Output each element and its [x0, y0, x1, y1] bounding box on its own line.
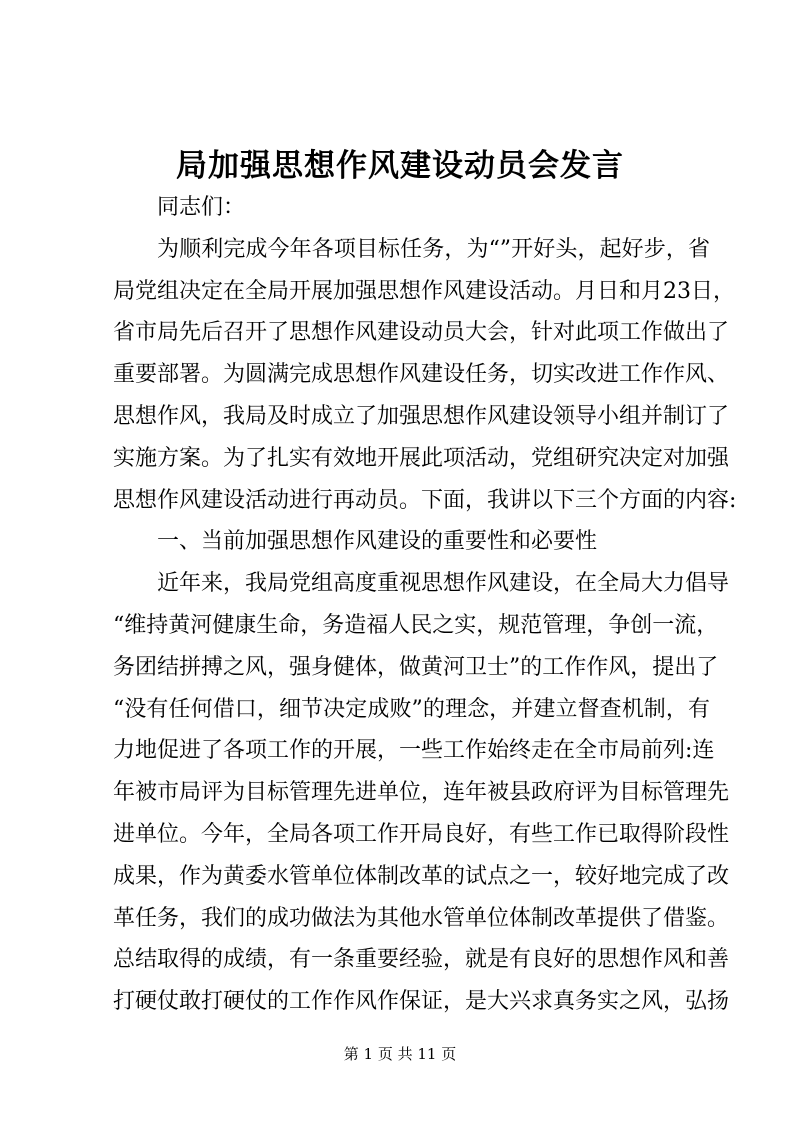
body-line: 省市局先后召开了思想作风建设动员大会，针对此项工作做出了	[113, 320, 730, 346]
body-line: 务团结拼搏之风，强身健体，做黄河卫士”的工作作风，提出了	[113, 654, 719, 680]
body-line: 近年来，我局党组高度重视思想作风建设，在全局大力倡导	[157, 571, 730, 597]
body-line: 为顺利完成今年各项目标任务，为“”开好头，起好步，省	[157, 236, 710, 262]
body-line: 总结取得的成绩，有一条重要经验，就是有良好的思想作风和善	[113, 947, 730, 973]
document-body	[113, 187, 737, 1023]
body-line: 局党组决定在全局开展加强思想作风建设活动。月日和月23日，	[113, 278, 735, 304]
salutation-line: 同志们：	[157, 195, 246, 220]
body-line: 成果，作为黄委水管单位体制改革的试点之一，较好地完成了改	[113, 863, 730, 889]
body-line: 思想作风，我局及时成立了加强思想作风建设领导小组并制订了	[113, 403, 730, 429]
body-line: “没有任何借口，细节决定成败”的理念，并建立督查机制，有	[113, 696, 710, 722]
page-number: 第 1 页 共 11 页	[343, 1045, 457, 1063]
body-line: 力地促进了各项工作的开展，一些工作始终走在全市局前列:连	[113, 738, 715, 764]
body-line: 思想作风建设活动进行再动员。下面，我讲以下三个方面的内容:	[113, 487, 737, 513]
body-line: 进单位。今年，全局各项工作开局良好，有些工作已取得阶段性	[113, 821, 730, 847]
body-line: “维持黄河健康生命，务造福人民之实，规范管理，争创一流，	[113, 612, 719, 638]
body-line: 年被市局评为目标管理先进单位，连年被县政府评为目标管理先	[113, 780, 730, 806]
body-line: 实施方案。为了扎实有效地开展此项活动，党组研究决定对加强	[113, 445, 730, 471]
body-line: 革任务，我们的成功做法为其他水管单位体制改革提供了借鉴。	[113, 905, 730, 931]
document-title: 局加强思想作风建设动员会发言	[176, 148, 624, 184]
body-line: 重要部署。为圆满完成思想作风建设任务，切实改进工作作风、	[113, 362, 730, 388]
section-heading: 一、当前加强思想作风建设的重要性和必要性	[157, 529, 598, 555]
body-line: 打硬仗敢打硬仗的工作作风作保证，是大兴求真务实之风，弘扬	[113, 989, 730, 1015]
